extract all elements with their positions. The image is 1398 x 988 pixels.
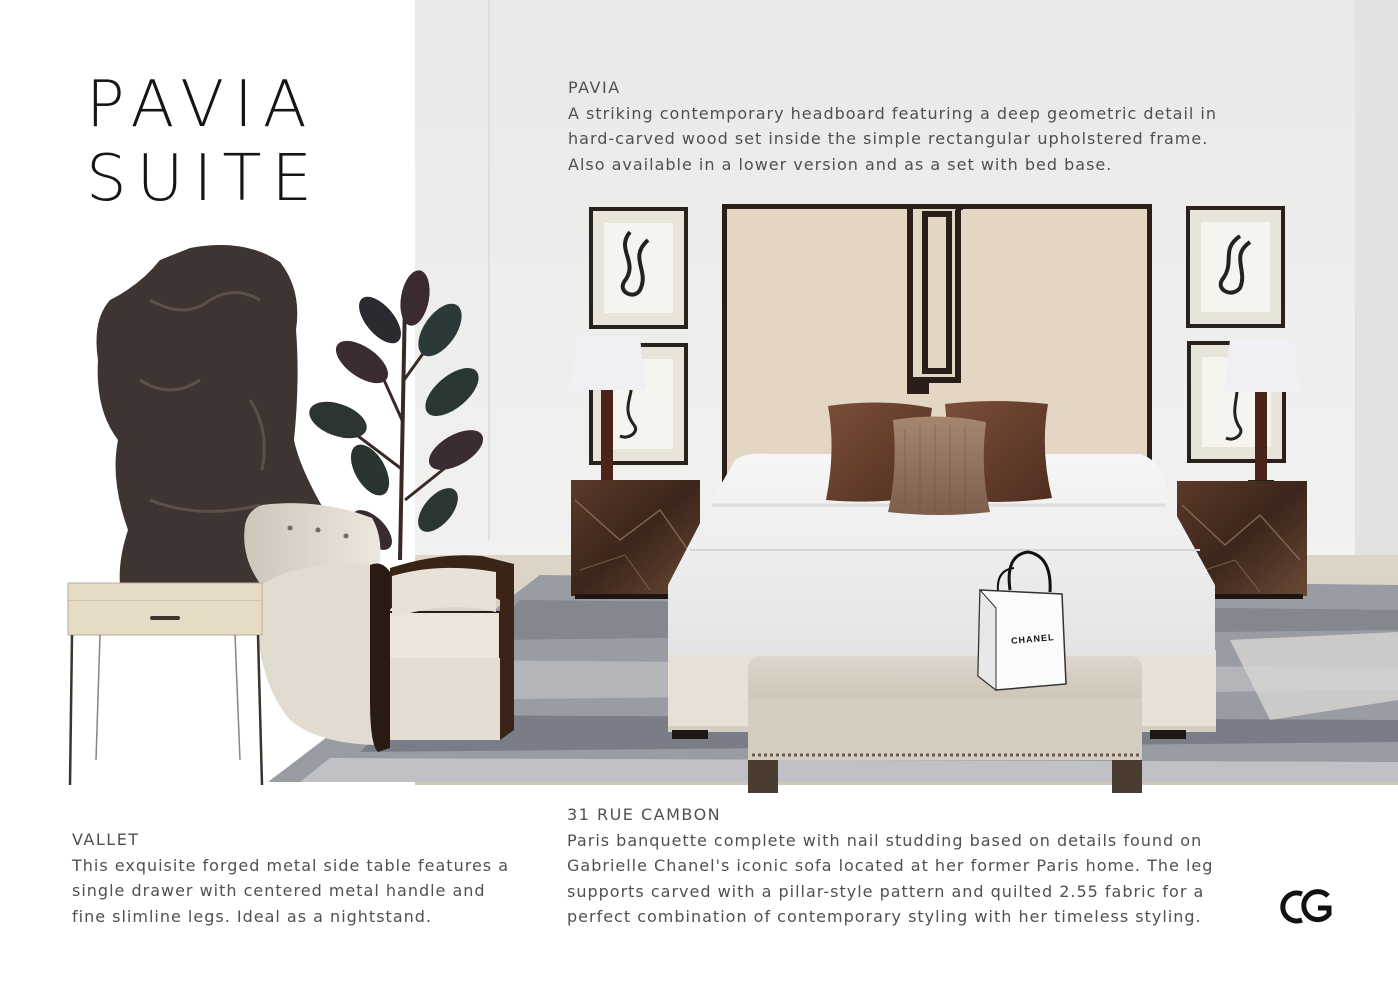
rue-cambon-description: Paris banquette complete with nail studding based on details found on Gabrielle Chanel's iconic sofa located at her former Paris home. The leg supports carved with a pillar-style pattern and quilted 2.55 fabric for a perfect combination of contemporary styling with her timeless styling. xyxy=(567,830,1214,926)
pavia-caption xyxy=(568,75,1218,177)
rue-cambon-caption xyxy=(567,802,1237,930)
vallet-side-table xyxy=(68,583,262,785)
wall-panel-left xyxy=(488,0,490,540)
vallet-description: This exquisite forged metal side table features a single drawer with centered metal handle and fine slimline legs. Ideal as a nightstand. xyxy=(72,855,510,926)
rue-cambon-heading: 31 RUE CAMBON xyxy=(567,805,722,824)
page-title xyxy=(86,68,322,216)
brand-monogram-logo xyxy=(1272,884,1334,930)
wall-corner-shade xyxy=(1355,0,1398,560)
title-line-2: SUITE xyxy=(86,142,322,216)
title-line-1: PAVIA xyxy=(86,68,317,142)
art-frame-left-top xyxy=(589,207,688,329)
vallet-caption xyxy=(72,827,512,929)
pavia-description: A striking contemporary headboard featuring a deep geometric detail in hard-carved wood set inside the simple rectangular upholstered frame. Also available in a lower version and as a set with bed base. xyxy=(568,103,1217,174)
vallet-heading: VALLET xyxy=(72,830,140,849)
bag-label: CHANEL xyxy=(1010,632,1055,646)
art-frame-right-top xyxy=(1186,206,1285,328)
pavia-heading: PAVIA xyxy=(568,78,621,97)
bed-pillows xyxy=(826,401,1052,515)
